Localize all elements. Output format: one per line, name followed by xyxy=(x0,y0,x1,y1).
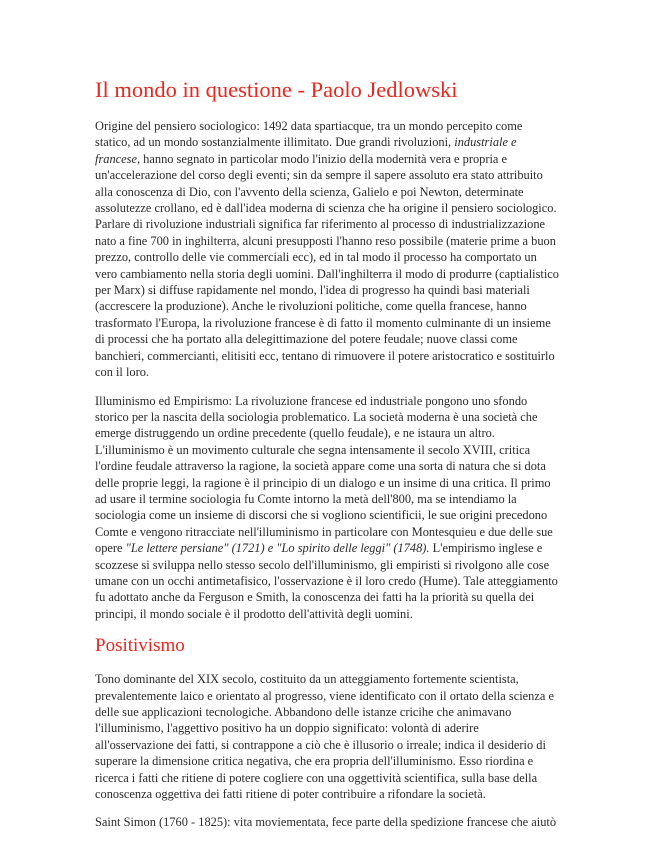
paragraph-text: Illuminismo ed Empirismo: La rivoluzione francese ed industriale pongono uno sfondo storico per la nascita della sociologia problematico. La società moderna è una società che emerge distruggendo un ordine precedente (quello feudale), e ne istaura un altro. L'illuminismo è un movimento culturale che segna intensamente il secolo XVIII, critica l'ordine feudale attraverso la ragione, la società appare come una sorta di natura che si dota delle proprie leggi, la ragione è il principio di un dialogo e un insime di una critica. Il primo ad usare il termine sociologia fu Comte intorno la metà dell'800, ma se intendiamo la sociologia come un insieme di discorsi che si vogliono scientificii, le sue origini precedono Comte e vengono ritracciate nell'illuminismo in particolare con Montesquieu e due delle sue opere xyxy=(95,393,553,556)
paragraph-illuminismo xyxy=(95,393,560,623)
paragraph-text: L'empirismo inglese e scozzese si sviluppa nello stesso secolo dell'illuminismo, gli empiristi si rivolgono alle cose umane con un occhi antimetafisico, l'osservazione è il loro credo (Hume). Tale atteggiamento fu adottato anche da Ferguson e Smith, la conoscenza dei fatti ha la priorità su quella dei principi, il mondo sociale è il prodotto dell'attività degli uomini. xyxy=(95,541,558,621)
paragraph-text: hanno segnato in particolar modo l'inizio della modernità vera e propria e un'accelerazione del corso degli eventi; sin da sempre il sapere assoluto era stato attribuito alla conoscenza di Dio, con l'avvento della scienza, Galielo e poi Newton, determinate assolutezze crollano, ed è dall'idea moderna di scienza che ha origine il pensiero sociologico. Parlare di rivoluzione industriali significa far riferimento al processo di industrializzazione nato a fine 700 in inghilterra, alcuni presupposti l'hanno reso possibile (materie prime a buon prezzo, controllo delle vie commerciali ecc), ed in tal modo il processo ha comportato un vero cambiamento nella storia degli uomini. Dall'inghilterra il modo di produrre (captialistico per Marx) si diffuse rapidamente nel mondo, l'idea di progresso ha quindi basi materiali (accrescere la produzione). Anche le rivoluzioni politiche, come quella francese, hanno trasformato l'Europa, la rivoluzione francese è di fatto il momento culminante di un insieme di processi che ha portato alla delegittimazione del potere feudale; nuove classi come banchieri, commercianti, elitisiti ecc, tentano di rimuovere il potere aristocratico e sostituirlo con il loro. xyxy=(95,151,559,380)
page-title: Il mondo in questione - Paolo Jedlowski xyxy=(95,77,458,102)
document-body xyxy=(95,76,560,843)
paragraph-origine xyxy=(95,118,560,381)
italic-text: industriale e francese, xyxy=(95,135,517,166)
italic-text: "Le lettere persiane" (1721) e "Lo spirito delle leggi" (1748). xyxy=(125,541,430,556)
paragraph-text: Origine del pensiero sociologico: 1492 data spartiacque, tra un mondo percepito come statico, ad un mondo sostanzialmente illimitato. Due grandi rivoluzioni, xyxy=(95,119,523,150)
paragraph-positivismo: Tono dominante del XIX secolo, costituito da un atteggiamento fortemente scientista, prevalentemente laico e orientato al progresso, viene identificato con il ortato della scienza e delle sue applicazioni tecnologiche. Abbandono delle istanze cricihe che animavano l'illuminismo, l'aggettivo positivo ha un doppio significato: volontà di aderire all'osservazione dei fatti, si contrappone a ciò che è illusorio o irreale; indica il desiderio di superare la dimensione critica negativa, che era propria dell'illuminismo. Esso riordina e ricerca i fatti che ritiene di potere cogliere con una oggettività scientifica, sulla base della conoscenza oggettiva dei fatti ritiene di poter contribuire a rifondare la società. xyxy=(95,672,554,802)
section-heading-positivismo: Positivismo xyxy=(95,635,185,657)
paragraph-saint-simon: Saint Simon (1760 - 1825): vita moviementata, fece parte della spedizione francese che aiutò xyxy=(95,815,557,830)
